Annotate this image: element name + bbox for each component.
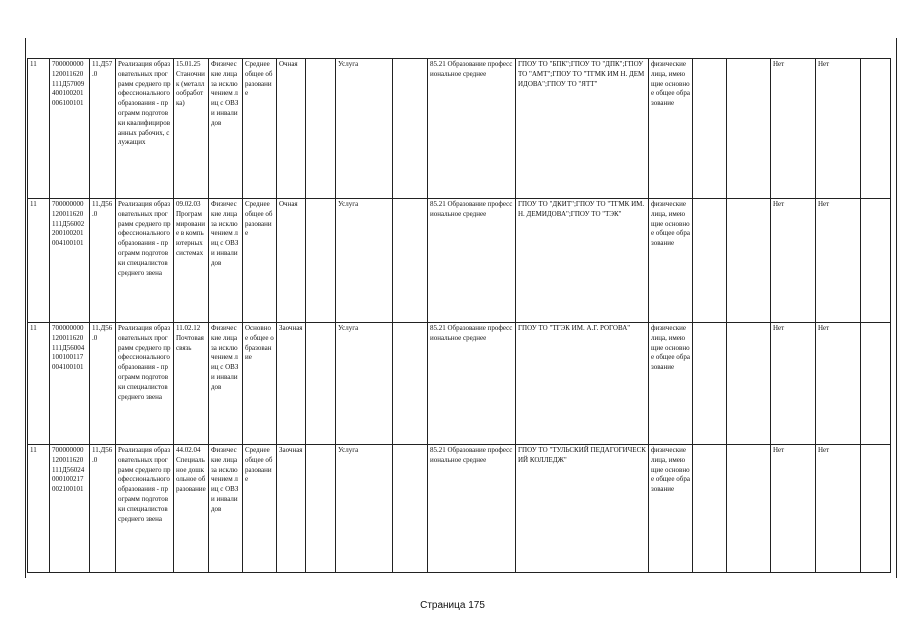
program-name-cell: Реализация образовательных программ среднего профессионального образования - программ подготовки специалистов среднего звена [116, 445, 174, 573]
consumer-category-cell: Физические лица за исключением лиц с ОВЗ и инвалидов [209, 59, 243, 199]
study-form-cell: Очная [277, 59, 306, 199]
program-name-cell: Реализация образовательных программ среднего профессионального образования - программ подготовки специалистов среднего звена [116, 199, 174, 323]
service-type-cell: Услуга [336, 323, 393, 445]
education-level-cell: Основное общее образование [243, 323, 277, 445]
empty-cell [861, 445, 891, 573]
specialty-cell: 09.02.03 Программирование в компьютерных системах [174, 199, 209, 323]
empty-cell [861, 199, 891, 323]
service-kind-code-cell: 11.Д56 .0 [90, 445, 116, 573]
okved-cell: 85.21 Образование профессиональное среднее [428, 323, 516, 445]
service-type-cell: Услуга [336, 59, 393, 199]
consumers-cell: физические лица, имеющие основное общее образование [649, 59, 693, 199]
empty-cell [693, 199, 727, 323]
flag-cell: Нет [816, 199, 861, 323]
flag-cell: Нет [816, 323, 861, 445]
page-right-edge [896, 38, 897, 578]
flag-cell: Нет [816, 445, 861, 573]
empty-cell [306, 445, 336, 573]
empty-cell [693, 445, 727, 573]
empty-cell [727, 323, 771, 445]
specialty-cell: 44.02.04 Специальное дошкольное образование [174, 445, 209, 573]
page-left-edge [25, 38, 26, 578]
consumer-category-cell: Физические лица за исключением лиц с ОВЗ и инвалидов [209, 445, 243, 573]
flag-cell: Нет [771, 445, 816, 573]
empty-cell [393, 323, 428, 445]
education-level-cell: Среднее общее образование [243, 199, 277, 323]
flag-cell: Нет [771, 59, 816, 199]
service-kind-code-cell: 11.Д56 .0 [90, 323, 116, 445]
okved-cell: 85.21 Образование профессиональное среднее [428, 199, 516, 323]
program-name-cell: Реализация образовательных программ среднего профессионального образования - программ подготовки квалифицированных рабочих, служащих [116, 59, 174, 199]
empty-cell [861, 323, 891, 445]
okved-cell: 85.21 Образование профессиональное среднее [428, 445, 516, 573]
empty-cell [393, 59, 428, 199]
empty-cell [306, 59, 336, 199]
specialty-cell: 11.02.12 Почтовая связь [174, 323, 209, 445]
empty-cell [693, 59, 727, 199]
education-level-cell: Среднее общее образование [243, 445, 277, 573]
table-row [28, 445, 891, 573]
institutions-cell: ГПОУ ТО "ДКИТ";ГПОУ ТО "ТГМК ИМ. Н. ДЕМИДОВА";ГПОУ ТО "ТЭК" [516, 199, 649, 323]
table-row [28, 59, 891, 199]
registry-code-cell: 700000000 120011620 111Д56002 200100201 004100101 [50, 199, 90, 323]
empty-cell [393, 199, 428, 323]
registry-code-cell: 700000000 120011620 111Д56004 100100117 004100101 [50, 323, 90, 445]
education-level-cell: Среднее общее образование [243, 59, 277, 199]
registry-code-cell: 700000000 120011620 111Д56024 000100217 002100101 [50, 445, 90, 573]
consumer-category-cell: Физические лица за исключением лиц с ОВЗ и инвалидов [209, 323, 243, 445]
okved-cell: 85.21 Образование профессиональное среднее [428, 59, 516, 199]
consumers-cell: физические лица, имеющие основное общее образование [649, 323, 693, 445]
consumer-category-cell: Физические лица за исключением лиц с ОВЗ и инвалидов [209, 199, 243, 323]
service-type-cell: Услуга [336, 445, 393, 573]
empty-cell [861, 59, 891, 199]
services-register-table [27, 58, 891, 573]
institutions-cell: ГПОУ ТО "БПК";ГПОУ ТО "ДПК";ГПОУ ТО "АМТ";ГПОУ ТО "ТГМК ИМ Н. ДЕМИДОВА";ГПОУ ТО "ЯТТ" [516, 59, 649, 199]
service-kind-code-cell: 11.Д56 .0 [90, 199, 116, 323]
registry-code-cell: 700000000 120011620 111Д57009 400100201 006100101 [50, 59, 90, 199]
empty-cell [727, 445, 771, 573]
service-type-cell: Услуга [336, 199, 393, 323]
institutions-cell: ГПОУ ТО "ТГЭК ИМ. А.Г. РОГОВА" [516, 323, 649, 445]
row-number-cell: 11 [28, 323, 50, 445]
consumers-cell: физические лица, имеющие основное общее образование [649, 199, 693, 323]
program-name-cell: Реализация образовательных программ среднего профессионального образования - программ подготовки специалистов среднего звена [116, 323, 174, 445]
flag-cell: Нет [771, 323, 816, 445]
page-number: Страница 175 [420, 600, 485, 611]
empty-cell [306, 323, 336, 445]
empty-cell [306, 199, 336, 323]
institutions-cell: ГПОУ ТО "ТУЛЬСКИЙ ПЕДАГОГИЧЕСКИЙ КОЛЛЕДЖ" [516, 445, 649, 573]
table-row [28, 199, 891, 323]
row-number-cell: 11 [28, 59, 50, 199]
empty-cell [727, 59, 771, 199]
flag-cell: Нет [816, 59, 861, 199]
empty-cell [393, 445, 428, 573]
table-row [28, 323, 891, 445]
empty-cell [727, 199, 771, 323]
flag-cell: Нет [771, 199, 816, 323]
row-number-cell: 11 [28, 199, 50, 323]
service-kind-code-cell: 11.Д57 .0 [90, 59, 116, 199]
study-form-cell: Заочная [277, 323, 306, 445]
row-number-cell: 11 [28, 445, 50, 573]
consumers-cell: физические лица, имеющие основное общее образование [649, 445, 693, 573]
study-form-cell: Очная [277, 199, 306, 323]
empty-cell [693, 323, 727, 445]
specialty-cell: 15.01.25 Станочник (металлообработка) [174, 59, 209, 199]
study-form-cell: Заочная [277, 445, 306, 573]
